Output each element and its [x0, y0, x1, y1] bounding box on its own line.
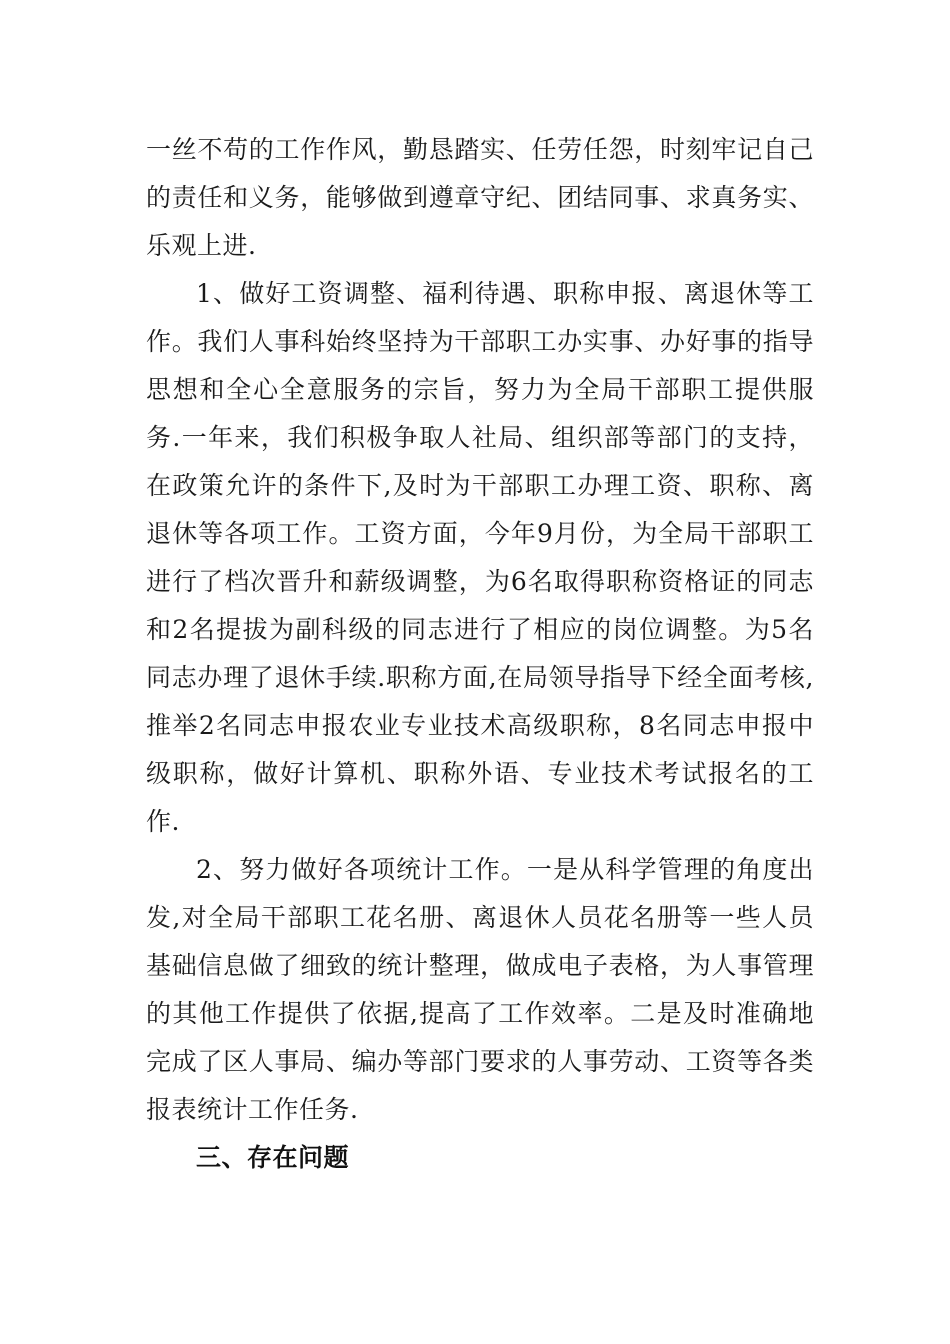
section-heading-problems: 三、存在问题	[196, 1143, 350, 1172]
document-body	[146, 126, 814, 1182]
paragraph-salary-welfare: 1、做好工资调整、福利待遇、职称申报、离退休等工作。我们人事科始终坚持为干部职工办实事、办好事的指导思想和全心全意服务的宗旨，努力为全局干部职工提供服务.一年来，我们积极争取人社局、组织部等部门的支持，在政策允许的条件下,及时为干部职工办理工资、职称、离退休等各项工作。工资方面，今年9月份，为全局干部职工进行了档次晋升和薪级调整，为6名取得职称资格证的同志和2名提拔为副科级的同志进行了相应的岗位调整。为5名同志办理了退休手续.职称方面,在局领导指导下经全面考核,推举2名同志申报农业专业技术高级职称，8名同志申报中级职称，做好计算机、职称外语、专业技术考试报名的工作.	[146, 279, 814, 836]
paragraph-statistics: 2、努力做好各项统计工作。一是从科学管理的角度出发,对全局干部职工花名册、离退休人员花名册等一些人员基础信息做了细致的统计整理，做成电子表格，为人事管理的其他工作提供了依据,提高了工作效率。二是及时准确地完成了区人事局、编办等部门要求的人事劳动、工资等各类报表统计工作任务.	[146, 855, 814, 1124]
paragraph-continuation: 一丝不苟的工作作风，勤恳踏实、任劳任怨，时刻牢记自己的责任和义务，能够做到遵章守纪、团结同事、求真务实、乐观上进.	[146, 135, 814, 260]
